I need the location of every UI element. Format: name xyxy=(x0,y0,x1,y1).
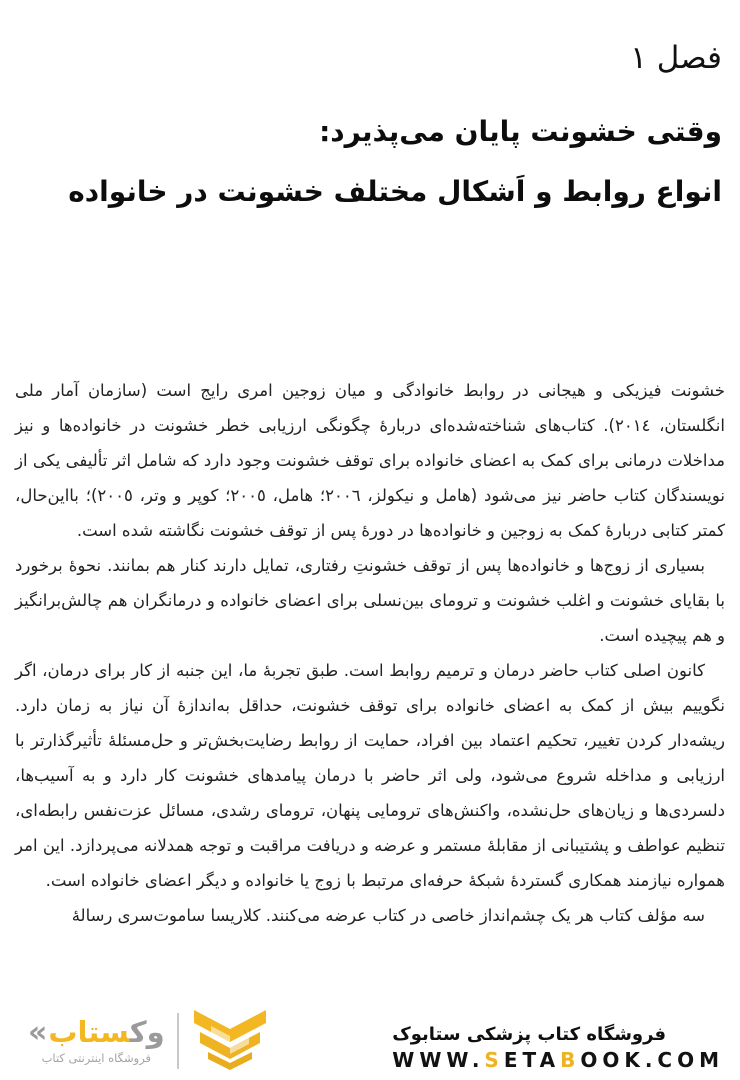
url-www: WWW. xyxy=(392,1048,485,1072)
paragraph-2: بسیاری از زوج‌ها و خانواده‌ها پس از توقف خشونتِ رفتاری، تمایل دارند کنار هم بمانند. نحوهٔ برخورد با بقایای خشونت و اغلب خشونت و ترومای بین‌نسلی برای اعضای خانواده و درمانگران هم چالش‌برانگیز و هم پیچیده است. xyxy=(15,556,725,645)
logo-divider xyxy=(177,1013,179,1069)
brand-name-gray-part: وک xyxy=(129,1015,165,1050)
logo-tagline: فروشگاه اینترنتی کتاب xyxy=(41,1050,152,1065)
page-title xyxy=(18,102,722,222)
website-url xyxy=(392,1048,724,1072)
paragraph-4: سه مؤلف کتاب هر یک چشم‌انداز خاصی در کتاب عرضه می‌کنند. کلاریسا ساموت‌سری رسالهٔ xyxy=(71,906,705,925)
brand-wordmark xyxy=(28,1014,165,1050)
footer xyxy=(0,1004,740,1080)
chapter-label: فصل ۱ xyxy=(630,40,722,76)
setabook-chevron-icon xyxy=(191,1008,269,1074)
brand-arrow-glyph: « xyxy=(28,1014,48,1050)
url-ook-com: OOK.COM xyxy=(580,1048,724,1072)
brand-name xyxy=(48,1017,164,1049)
url-b-gold: B xyxy=(560,1048,581,1072)
title-line-2: انواع روابط و اَشکال مختلف خشونت در خانواده xyxy=(68,175,722,208)
paragraph-3: کانون اصلی کتاب حاضر درمان و ترمیم روابط است. طبق تجربهٔ ما، این جنبه از کار برای درمان، اگر نگوییم بیش از کمک به اعضای خانواده برای توقف خشونت، حداقل به‌اندازهٔ آن نیاز به زمان دارد. ریشه‌دار کردن تغییر، تحکیم اعتماد بین افراد، حمایت از روابط رضایت‌بخش‌تر و حل‌مسئلهٔ تأثیرگذارتر با ارزیابی و مداخله شروع می‌شود، ولی اثر حاضر با درمان پیامدهای خشونت کار دارد و به آسیب‌ها، دلسردی‌ها و زیان‌های حل‌نشده، واکنش‌های ترومایی پنهان، ترومای رشدی، مسائل عزت‌نفس رابطه‌ای، تنظیم عواطف و پشتیبانی از مقابلهٔ مستمر و عرضه و دریافت مراقبت و توجه همدلانه می‌پردازد. این امر همواره نیازمند همکاری گستردهٔ شبکهٔ حرفه‌ای مرتبط با زوج یا خانواده و دیگر اعضای خانواده است. xyxy=(15,661,725,890)
brand-name-gold-part: ستاب xyxy=(48,1015,130,1050)
url-s-gold: S xyxy=(484,1048,504,1072)
title-line-1: وقتی خشونت پایان می‌پذیرد: xyxy=(319,115,722,148)
store-name-line: فروشگاه کتاب پزشکی ستابوک xyxy=(392,1024,667,1045)
paragraph-1: خشونت فیزیکی و هیجانی در روابط خانوادگی و میان زوجین امری رایج است (سازمان آمار ملی انگلستان، ٢٠١٤). کتاب‌های شناخته‌شده‌ای دربارهٔ چگونگی ارزیابی خطر خشونت در خانواده‌ها و نیز مداخلات درمانی برای کمک به اعضای خانواده برای توقف خشونت وجود دارد که شامل اثر تألیفی یکی از نویسندگان کتاب حاضر نیز می‌شود (هامل و نیکولز، ٢٠٠٦؛ هامل، ٢٠٠٥؛ کوپر و وتر، ٢٠٠٥)؛ بااین‌حال، کمتر کتابی دربارهٔ کمک به زوجین و خانواده‌ها در دورهٔ پس از توقف خشونت نگاشته شده است. xyxy=(15,381,726,540)
body-text xyxy=(15,373,725,933)
url-eta: ETA xyxy=(503,1048,561,1072)
footer-store-info xyxy=(392,1024,724,1072)
logo-text-block xyxy=(28,1014,165,1065)
setabook-logo xyxy=(28,1008,269,1074)
